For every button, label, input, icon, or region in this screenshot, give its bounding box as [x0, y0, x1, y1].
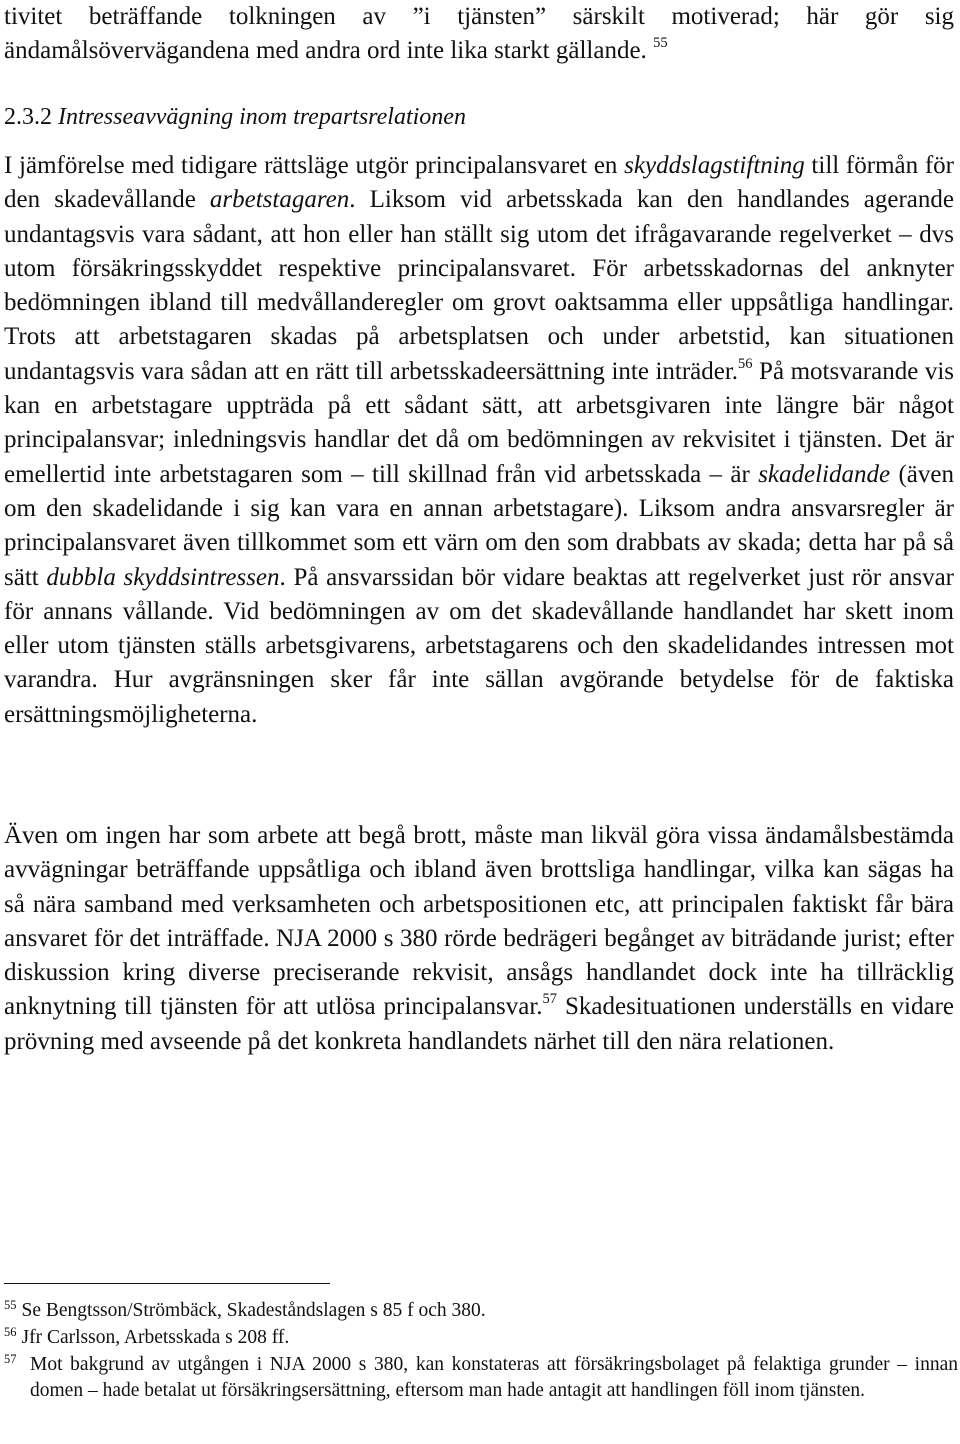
footnote-ref-56: 56	[738, 355, 753, 372]
footnote-56	[4, 1325, 958, 1352]
footnote-ref-55: 55	[653, 35, 668, 52]
footnote-text: Mot bakgrund av utgången i NJA 2000 s 380, kan konstateras att försäkringsbolaget på felaktiga grunder – innan domen – hade betalat ut försäkringsersättning, eftersom man hade antagit att handlingen föll inom tjänsten.	[30, 1353, 958, 1402]
footnote-ref-57: 57	[542, 991, 558, 1008]
footnote-text: Se Bengtsson/Strömbäck, Skadeståndslagen s 85 f och 380.	[21, 1300, 486, 1321]
footnote-text: Jfr Carlsson, Arbetsskada s 208 ff.	[21, 1326, 290, 1348]
footnote-separator	[4, 1283, 330, 1284]
emphasis-term: arbetstagaren	[209, 186, 350, 214]
emphasis-term: skadelidande	[758, 460, 891, 488]
paragraph-intro: tivitet beträffande tolkningen av ”i tjänsten” särskilt motiverad; här gör sig ändamålsövervägandena med andra ord inte lika starkt gällande. $^{55}$	[4, 3, 954, 65]
emphasis-term: skyddslagstiftning	[624, 152, 805, 179]
section-title: Intresseavvägning inom trepartsrelationen	[58, 104, 466, 130]
footnote-number: 55	[4, 1298, 17, 1312]
paragraph-body-2: Även om ingen har som arbete att begå brott, måste man likväl göra vissa ändamålsbestämda avvägningar beträffande uppsåtliga och ibland även brottsliga handlingar, vilka kan sägas ha så nära samband med verksamheten och arbetspositionen etc, att principalen faktiskt får bära ansvaret för det inträffade. NJA 2000 s 380 rörde bedrägeri begånget av biträdande jurist; efter diskussion kring diverse preciserande rekvisit, ansågs handlandet dock inte ha tillräcklig anknytning till tjänsten för att utlösa principalansvar.$^{57}$ Skadesituationen underställs en vidare prövning med avseende på det konkreta handlandets närhet till den nära relationen.	[4, 822, 954, 1055]
paragraph-body-1: I jämförelse med tidigare rättsläge utgör principalansvaret en skyddslagstiftning till förmån för den skadevållande arbetstagaren. Liksom vid arbetsskada kan den handlandes agerande undantagsvis vara sådant, att hon eller han ställt sig utom det ifrågavarande regelverket – dvs utom försäkringsskyddet respektive principalansvaret. För arbetsskadornas del anknyter bedömningen ibland till medvållanderegler om grovt oaktsamma eller uppsåtliga handlingar. Trots att arbetstagaren skadas på arbetsplatsen och under arbetstid, kan situationen undantagsvis vara sådan att en rätt till arbetsskadeersättning inte inträder.$^{56}$ På motsvarande vis kan en arbetstagare uppträda på ett sådant sätt, att arbetsgivaren inte längre bär något principalansvar; inledningsvis handlar det då om bedömningen av rekvisitet i tjänsten. Det är emellertid inte arbetstagaren som – till skillnad från vid arbetsskada – är skadelidande (även om den skadelidande i sig kan vara en annan arbetstagare). Liksom andra ansvarsregler är principalansvaret även tillkommet som ett värn om den som drabbats av skada; detta har på så sätt dubbla skyddsintressen. På ansvarssidan bör vidare beaktas att regelverket just rör ansvar för annans vållande. Vid bedömningen av om det skadevållande handlandet har skett inom eller utom tjänsten ställs arbetsgivarens, arbetstagarens och den skadelidandes intressen mot varandra. Hur avgränsningen sker får inte sällan avgörande betydelse för de faktiska ersättningsmöjligheterna.	[4, 152, 954, 728]
footnote-57	[4, 1352, 958, 1406]
footnote-number: 57	[4, 1351, 17, 1366]
emphasis-term: dubbla skyddsintressen	[46, 563, 280, 591]
footnotes	[4, 1298, 958, 1405]
section-number: 2.3.2	[4, 104, 52, 130]
section-heading	[4, 100, 466, 134]
footnote-number: 56	[4, 1324, 17, 1339]
footnote-55	[4, 1298, 958, 1325]
